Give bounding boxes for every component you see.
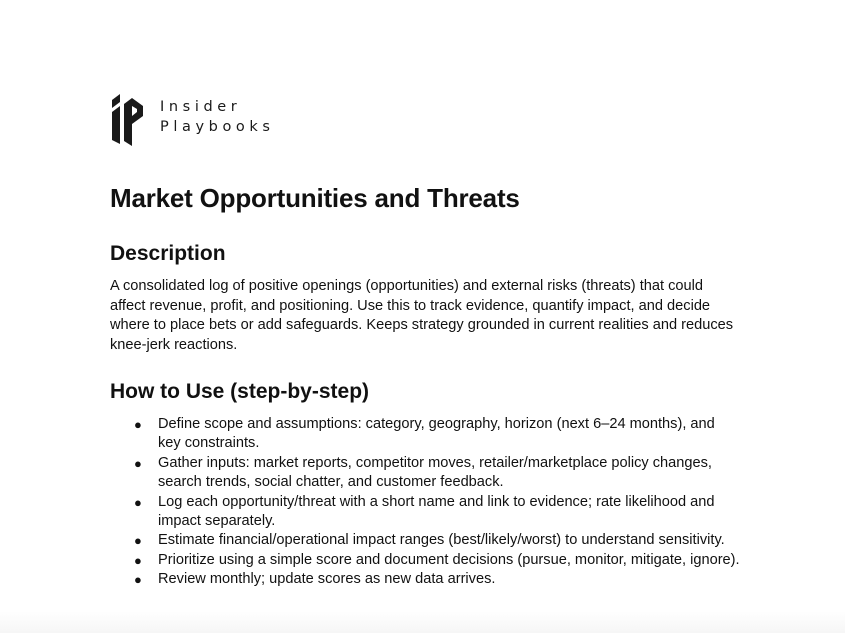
bullet-icon: ● — [134, 455, 142, 471]
brand-logo — [110, 94, 275, 146]
list-item — [110, 531, 740, 550]
bullet-icon: ● — [134, 417, 142, 432]
brand-name-line2: Playbooks — [160, 118, 275, 135]
bullet-icon: ● — [134, 494, 142, 510]
brand-name-line1: Insider — [160, 99, 242, 115]
how-to-heading: How to Use (step-by-step) — [110, 380, 370, 403]
step-text: Gather inputs: market reports, competitor moves, retailer/marketplace policy changes, search trends, social chatter, and customer feedback. — [158, 454, 712, 491]
ip-monogram-icon — [110, 94, 146, 146]
step-text: Define scope and assumptions: category, geography, horizon (next 6–24 months), and key constraints. — [158, 416, 715, 452]
step-text: Log each opportunity/threat with a short name and link to evidence; rate likelihood and impact separately. — [158, 493, 715, 530]
description-heading: Description — [110, 242, 226, 265]
bullet-icon: ● — [134, 533, 142, 549]
page-bottom-fade — [0, 611, 845, 633]
list-item — [110, 454, 740, 493]
list-item — [110, 551, 740, 570]
steps-list — [110, 415, 740, 590]
page-title: Market Opportunities and Threats — [110, 183, 520, 213]
description-text: A consolidated log of positive openings (opportunities) and external risks (threats) that could affect revenue, profit, and positioning. Use this to track evidence, quantify impact, and decide where to place bets or add safeguards. Keeps strategy grounded in current realities and reduces knee-jerk reactions. — [110, 278, 734, 353]
step-text: Estimate financial/operational impact ranges (best/likely/worst) to understand sensitivity. — [158, 532, 725, 549]
list-item — [110, 570, 740, 589]
step-text: Prioritize using a simple score and document decisions (pursue, monitor, mitigate, ignore). — [158, 551, 740, 568]
bullet-icon: ● — [134, 572, 142, 588]
list-item — [110, 493, 740, 532]
bullet-icon: ● — [134, 552, 142, 568]
brand-name — [160, 98, 275, 137]
step-text: Review monthly; update scores as new data arrives. — [158, 571, 496, 588]
list-item — [110, 415, 740, 454]
